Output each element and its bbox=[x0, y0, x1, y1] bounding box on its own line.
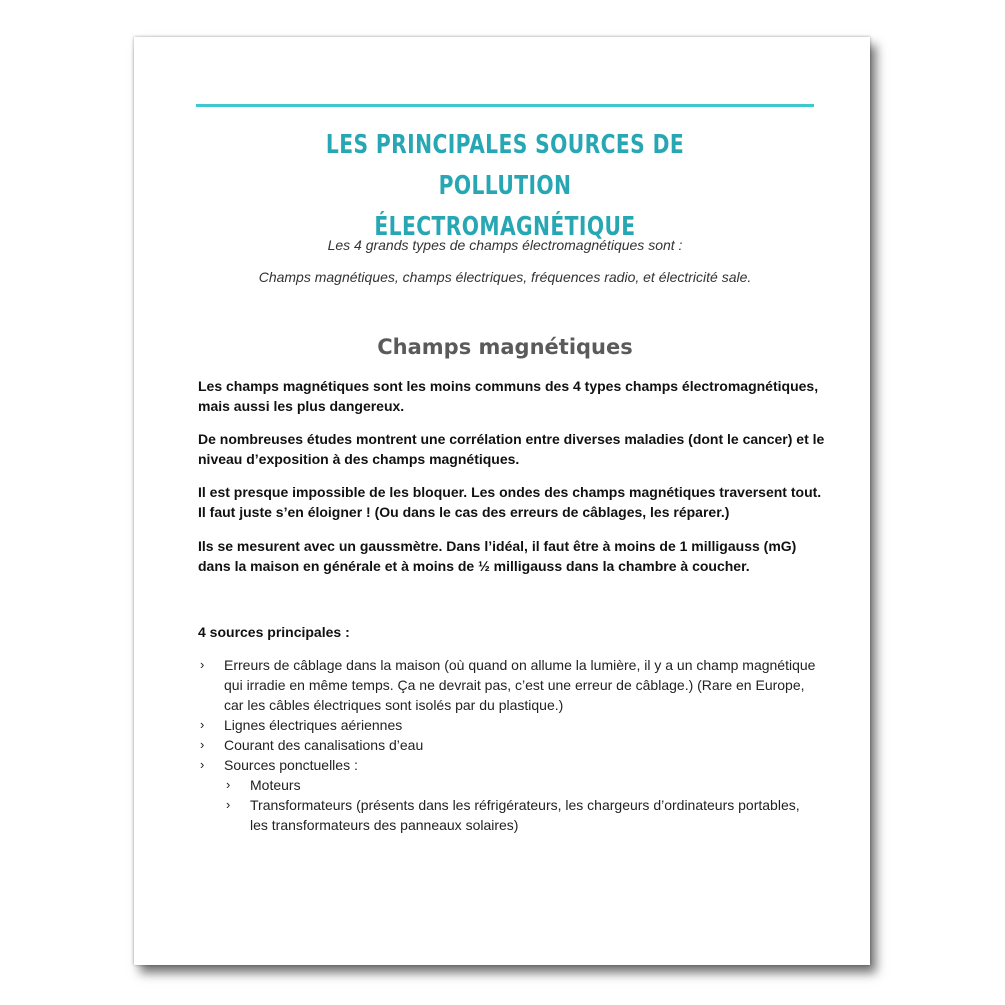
title-line-2: ÉLECTROMAGNÉTIQUE bbox=[374, 212, 636, 242]
title-line-1: LES PRINCIPALES SOURCES DE POLLUTION bbox=[325, 130, 685, 201]
paragraph-1: Les champs magnétiques sont les moins communs des 4 types champs électromagnétiques, mais aussi les plus dangereux. bbox=[198, 378, 819, 414]
paragraph-4: Ils se mesurent avec un gaussmètre. Dans l’idéal, il faut être à moins de 1 milligauss (mG) dans la maison en générale et à moins de ½ milligauss dans la chambre à coucher. bbox=[198, 538, 797, 574]
bullet-chevron-icon: › bbox=[200, 757, 205, 772]
list-item bbox=[198, 755, 818, 775]
list-item bbox=[198, 715, 818, 735]
bullet-chevron-icon: › bbox=[200, 737, 205, 752]
sources-list bbox=[198, 655, 818, 835]
list-item bbox=[198, 735, 818, 755]
document-page bbox=[134, 37, 870, 965]
list-item-text: Lignes électriques aériennes bbox=[224, 717, 403, 733]
list-title: 4 sources principales : bbox=[198, 624, 350, 640]
bullet-chevron-icon: › bbox=[200, 657, 205, 672]
page-title bbox=[264, 125, 746, 248]
sub-list-item-text: Moteurs bbox=[250, 777, 301, 793]
intro-line-2: Champs magnétiques, champs électriques, fréquences radio, et électricité sale. bbox=[258, 269, 752, 285]
list-item-text: Erreurs de câblage dans la maison (où quand on allume la lumière, il y a un champ magnétique qui irradie en même temps. Ça ne devrait pas, c’est une erreur de câblage.) (Rare en Europe, car les câbles électriques sont isolés par du plastique.) bbox=[224, 657, 816, 713]
sub-list bbox=[198, 775, 818, 835]
sub-list-item bbox=[224, 775, 818, 795]
list-item-text: Sources ponctuelles : bbox=[224, 757, 358, 773]
bullet-chevron-icon: › bbox=[226, 797, 231, 812]
sub-list-item bbox=[224, 795, 818, 835]
paragraph-2: De nombreuses études montrent une corrélation entre diverses maladies (dont le cancer) et le niveau d’exposition à des champs magnétiques. bbox=[198, 431, 825, 467]
list-item bbox=[198, 655, 818, 715]
bullet-chevron-icon: › bbox=[200, 717, 205, 732]
sub-list-item-text: Transformateurs (présents dans les réfrigérateurs, les chargeurs d’ordinateurs portables, les transformateurs des panneaux solaires) bbox=[250, 797, 800, 833]
list-item-text: Courant des canalisations d’eau bbox=[224, 737, 424, 753]
title-rule bbox=[196, 104, 814, 107]
intro-line-1: Les 4 grands types de champs électromagnétiques sont : bbox=[327, 237, 683, 253]
section-heading: Champs magnétiques bbox=[377, 335, 633, 359]
paragraph-3: Il est presque impossible de les bloquer. Les ondes des champs magnétiques traversent tout. Il faut juste s’en éloigner ! (Ou dans le cas des erreurs de câblages, les réparer.) bbox=[198, 484, 822, 520]
bullet-chevron-icon: › bbox=[226, 777, 231, 792]
